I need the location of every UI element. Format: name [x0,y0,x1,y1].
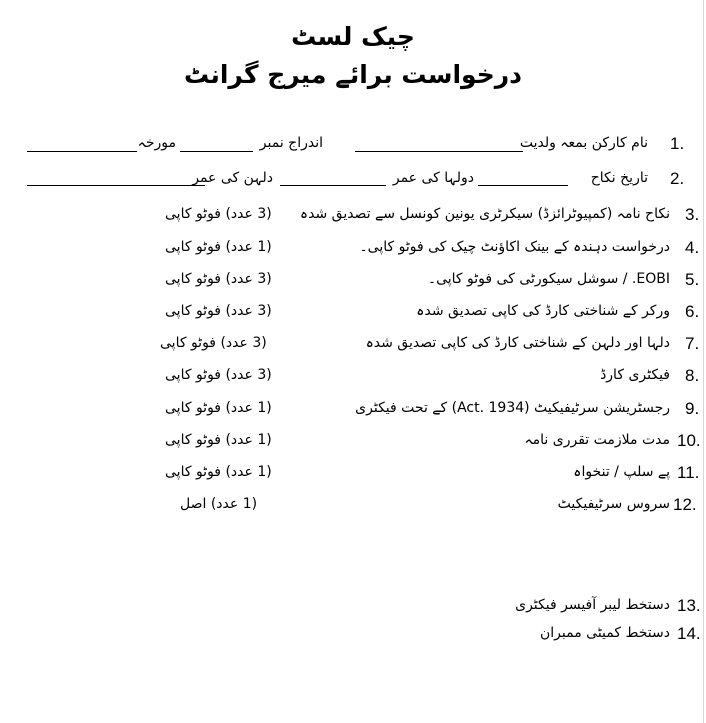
item-text: نکاح نامہ (کمپیوٹرائزڈ) سیکرٹری یونین کونسل سے تصدیق شدہ [299,206,670,222]
field-line[interactable] [180,151,253,152]
quantity-note: (1 عدد) فوٹو کاپی [165,432,272,448]
quantity-note: (1 عدد) فوٹو کاپی [165,239,272,255]
page-edge-divider [703,0,704,723]
item-number: 1. [670,134,685,153]
item-text: EOBI. / سوشل سیکورٹی کی فوٹو کاپی۔ [427,271,670,287]
quantity-note: (1 عدد) فوٹو کاپی [165,400,272,416]
item-number: 2. [670,169,685,188]
item-number: 7. [685,334,700,353]
item-number: 4. [685,238,700,257]
quantity-note: (3 عدد) فوٹو کاپی [165,206,272,222]
quantity-note: (3 عدد) فوٹو کاپی [165,367,272,383]
field-label: اندراج نمبر [259,135,323,151]
item-number: 8. [685,366,700,385]
field-line[interactable] [27,151,137,152]
signature-label: دستخط لیبر آفیسر فیکٹری [515,597,670,613]
item-number: 14. [677,624,701,643]
field-line[interactable] [478,185,568,186]
item-text: دلہا اور دلہن کے شناختی کارڈ کی کاپی تصدیق شدہ [365,335,670,351]
quantity-note: (3 عدد) فوٹو کاپی [160,335,267,351]
quantity-note: (1 عدد) اصل [180,496,258,512]
item-number: 12. [673,495,697,514]
field-line[interactable] [27,185,205,186]
item-number: 9. [685,399,700,418]
quantity-note: (3 عدد) فوٹو کاپی [165,303,272,319]
field-line[interactable] [280,185,386,186]
page-title: چیک لسٹ [291,22,415,51]
item-text: فیکٹری کارڈ [600,367,670,383]
field-label: دولہا کی عمر [392,170,474,186]
item-text: درخواست دہندہ کے بینک اکاؤنٹ چیک کی فوٹو کاپی۔ [359,239,670,255]
page-subtitle: درخواست برائے میرج گرانٹ [184,60,522,89]
item-text: مدت ملازمت تقرری نامہ [524,432,670,448]
item-text: نام کارکن بمعہ ولدیت [519,135,648,151]
quantity-note: (1 عدد) فوٹو کاپی [165,464,272,480]
signature-label: دستخط کمیٹی ممبران [539,625,670,641]
field-label: دلہن کی عمر [192,170,273,186]
item-number: 10. [677,431,701,450]
item-number: 6. [685,302,700,321]
field-label: مورخہ [137,135,176,151]
quantity-note: (3 عدد) فوٹو کاپی [165,271,272,287]
item-text: سروس سرٹیفیکیٹ [557,496,670,512]
item-number: 11. [677,463,700,482]
item-text: رجسٹریشن سرٹیفیکیٹ (Act. 1934) کے تحت فیکٹری [355,400,670,416]
item-number: 3. [685,205,700,224]
item-text: پے سلپ / تنخواہ [573,464,670,480]
item-number: 13. [677,596,701,615]
field-line[interactable] [355,151,523,152]
item-text: ورکر کے شناختی کارڈ کی کاپی تصدیق شدہ [416,303,670,319]
item-text: تاریخ نکاح [590,170,648,186]
item-number: 5. [685,270,700,289]
